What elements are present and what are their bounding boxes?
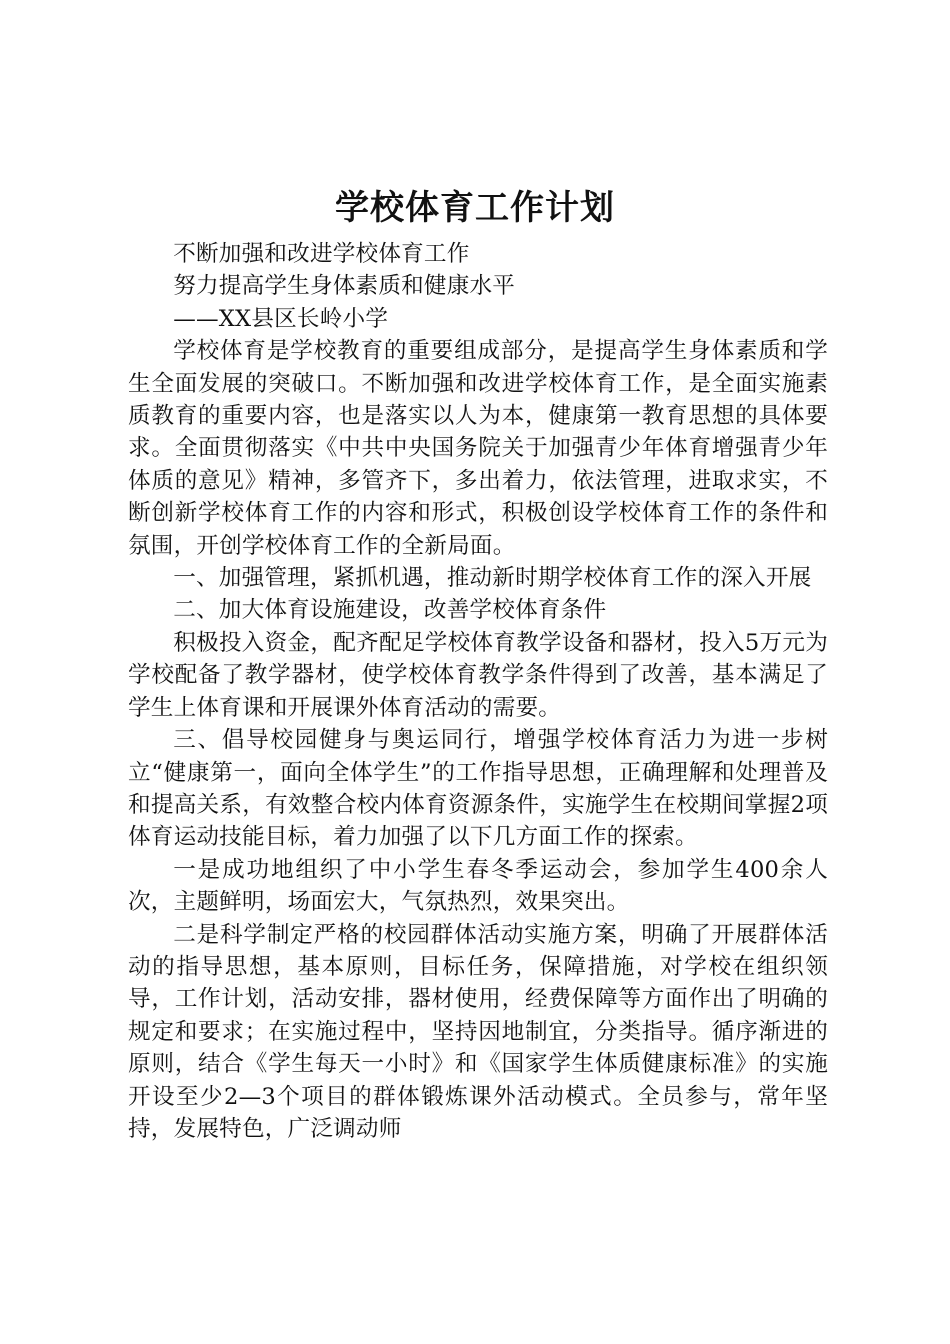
paragraph-item-1: 一是成功地组织了中小学生春冬季运动会，参加学生400余人次，主题鲜明，场面宏大，气氛热烈，效果突出。 (128, 856, 828, 916)
document-title: 学校体育工作计划 (335, 188, 615, 228)
section-heading-3: 三、倡导校园健身与奥运同行，增强学校体育活力为进一步树立“健康第一，面向全体学生”的工作指导思想，正确理解和处理普及和提高关系，有效整合校内体育资源条件，实施学生在校期间掌握2项体育运动技能目标，着力加强了以下几方面工作的探索。 (128, 727, 828, 851)
author-line: ——XX县区长岭小学 (173, 305, 389, 332)
paragraph-intro: 学校体育是学校教育的重要组成部分，是提高学生身体素质和学生全面发展的突破口。不断加强和改进学校体育工作，是全面实施素质教育的重要内容，也是落实以人为本，健康第一教育思想的具体要求。全面贯彻落实《中共中央国务院关于加强青少年体育增强青少年体质的意见》精神，多管齐下，多出着力，依法管理，进取求实，不断创新学校体育工作的内容和形式，积极创设学校体育工作的条件和氛围，开创学校体育工作的全新局面。 (128, 338, 828, 559)
document-body (128, 238, 828, 1145)
section-heading-1: 一、加强管理，紧抓机遇，推动新时期学校体育工作的深入开展 (173, 565, 812, 592)
paragraph-item-2: 二是科学制定严格的校园群体活动实施方案，明确了开展群体活动的指导思想，基本原则，目标任务，保障措施，对学校在组织领导，工作计划，活动安排，器材使用，经费保障等方面作出了明确的规定和要求；在实施过程中，坚持因地制宜，分类指导。循序渐进的原则，结合《学生每天一小时》和《国家学生体质健康标准》的实施开设至少2—3个项目的群体锻炼课外活动模式。全员参与，常年坚持，发展特色，广泛调动师 (128, 921, 828, 1142)
subheading-1: 不断加强和改进学校体育工作 (173, 241, 470, 267)
paragraph-facilities: 积极投入资金，配齐配足学校体育教学设备和器材，投入5万元为学校配备了教学器材，使学校体育教学条件得到了改善，基本满足了学生上体育课和开展课外体育活动的需要。 (128, 629, 828, 721)
section-heading-2: 二、加大体育设施建设，改善学校体育条件 (173, 597, 607, 624)
subheading-2: 努力提高学生身体素质和健康水平 (173, 273, 516, 300)
